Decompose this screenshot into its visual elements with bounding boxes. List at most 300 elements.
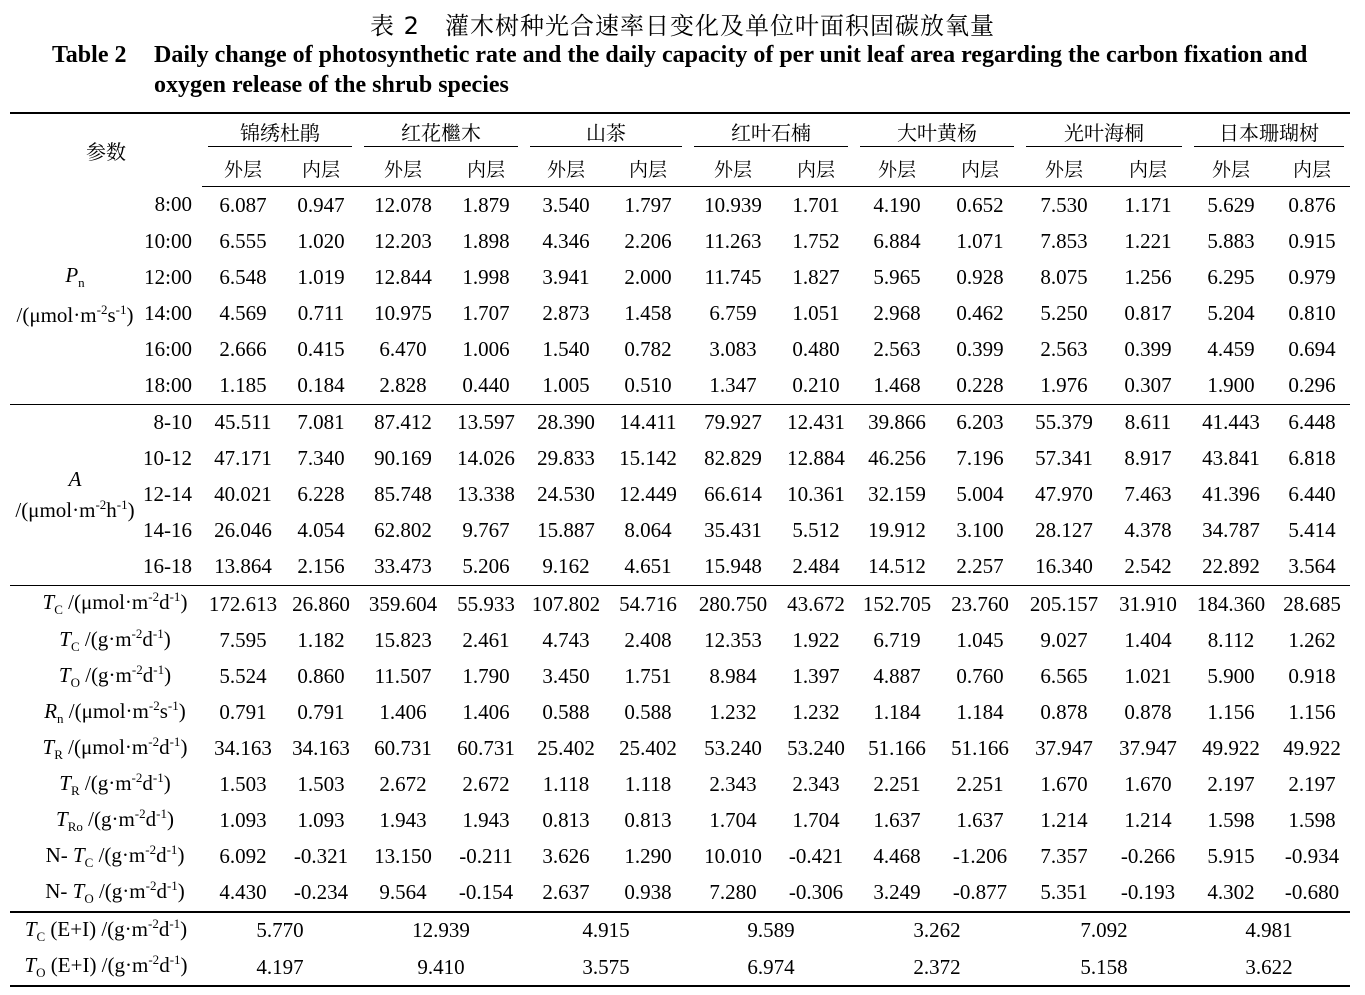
- unit-text: /(μmol·m: [63, 698, 149, 723]
- table-cell: 5.414: [1288, 518, 1336, 543]
- table-label: Table 2: [52, 42, 127, 68]
- unit-sup: -1: [169, 589, 181, 605]
- table-cell: 1.670: [1040, 772, 1088, 797]
- prefix-text: N-: [45, 879, 73, 904]
- param-symbol: T: [42, 734, 55, 759]
- table-cell: 5.900: [1207, 663, 1255, 688]
- inner-layer-header: 内层: [940, 150, 1020, 187]
- unit-text: /(g·m: [93, 879, 146, 904]
- table-cell: 6.818: [1288, 446, 1336, 471]
- combined-cell: 5.770: [202, 912, 358, 949]
- table-row: [10, 875, 1350, 912]
- table-cell: 280.750: [688, 586, 778, 623]
- table-cell: 1.118: [542, 772, 590, 797]
- table-cell: 1.171: [1124, 192, 1172, 217]
- table-cell: 8.611: [1108, 404, 1188, 441]
- table-cell: 1.214: [1124, 808, 1172, 833]
- total-row-label: [10, 875, 202, 912]
- unit-text: ): [180, 734, 188, 759]
- table-cell: 0.810: [1288, 300, 1336, 325]
- table-cell: 2.000: [624, 264, 672, 289]
- unit-text: ): [163, 626, 171, 651]
- param-symbol: T: [56, 807, 68, 832]
- param-symbol: T: [42, 590, 55, 615]
- unit-text: s: [159, 698, 168, 723]
- table-cell: 13.338: [457, 482, 515, 507]
- table-cell: 10.939: [704, 192, 762, 217]
- table-cell: -0.211: [459, 844, 513, 869]
- table-cell: 4.346: [542, 228, 590, 253]
- table-cell: 12.078: [374, 192, 432, 217]
- table-cell: 15.887: [537, 518, 595, 543]
- unit-text: /(μmol·m: [62, 734, 149, 759]
- table-cell: 14.026: [457, 446, 515, 471]
- combined-cell: 12.939: [358, 912, 524, 949]
- table-cell: 37.947: [1035, 735, 1093, 760]
- inner-layer-header: 内层: [448, 150, 524, 187]
- table-cell: 43.841: [1202, 446, 1260, 471]
- combined-cell: 9.589: [688, 912, 854, 949]
- table-cell: 87.412: [358, 404, 448, 441]
- table-row: [10, 513, 1350, 549]
- species-header: 山茶: [530, 117, 682, 147]
- param-header: 参数: [10, 113, 202, 187]
- table-cell: 4.430: [219, 880, 267, 905]
- table-cell: 1.797: [624, 192, 672, 217]
- param-subscript: O: [70, 674, 80, 690]
- table-row: [10, 367, 1350, 404]
- outer-layer-header: 外层: [358, 150, 448, 187]
- table-cell: 0.480: [792, 336, 840, 361]
- table-cell: 55.933: [448, 586, 524, 623]
- time-label: 8-10: [140, 404, 202, 441]
- table-cell: 60.731: [374, 735, 432, 760]
- param-subscript: O: [36, 965, 46, 981]
- table-row: [10, 404, 1350, 441]
- table-cell: 6.448: [1274, 404, 1350, 441]
- table-cell: 66.614: [704, 482, 762, 507]
- table-cell: 11.745: [704, 264, 762, 289]
- prefix-text: N-: [45, 843, 73, 868]
- param-subscript: R: [70, 783, 80, 799]
- table-cell: 54.716: [608, 586, 688, 623]
- table-cell: 8.984: [709, 663, 757, 688]
- unit-text: ): [163, 770, 171, 795]
- unit-text: d: [159, 590, 170, 615]
- unit-text: ): [126, 302, 134, 327]
- unit-sup: -2: [131, 625, 143, 641]
- table-cell: 28.127: [1035, 518, 1093, 543]
- outer-layer-header: 外层: [854, 150, 940, 187]
- table-row: [10, 259, 1350, 295]
- table-row: [10, 295, 1350, 331]
- table-cell: 90.169: [374, 446, 432, 471]
- table-cell: 7.357: [1040, 844, 1088, 869]
- table-cell: 1.290: [624, 844, 672, 869]
- combined-cell: 3.575: [524, 949, 688, 986]
- unit-sup: -1: [169, 952, 181, 968]
- table-cell: -0.154: [458, 880, 514, 905]
- table-cell: 0.184: [297, 373, 345, 398]
- table-cell: 1.704: [709, 808, 757, 833]
- table-cell: 4.190: [873, 192, 921, 217]
- table-row: [10, 622, 1350, 658]
- unit-text: d: [142, 770, 153, 795]
- table-cell: 2.408: [624, 627, 672, 652]
- table-cell: 1.006: [462, 336, 510, 361]
- table-cell: 0.415: [297, 336, 345, 361]
- table-cell: 47.970: [1035, 482, 1093, 507]
- table-cell: 9.767: [462, 518, 510, 543]
- table-cell: -0.193: [1120, 880, 1176, 905]
- a-group-label: [10, 404, 140, 585]
- table-cell: 1.540: [542, 336, 590, 361]
- outer-layer-header: 外层: [688, 150, 778, 187]
- unit-text: ): [127, 498, 135, 523]
- table-cell: 9.027: [1040, 627, 1088, 652]
- table-cell: 24.530: [537, 482, 595, 507]
- unit-sup: -1: [115, 301, 127, 317]
- param-symbol: T: [72, 879, 85, 904]
- inner-layer-header: 内层: [778, 150, 854, 187]
- table-cell: 1.256: [1124, 264, 1172, 289]
- table-cell: 1.898: [462, 228, 510, 253]
- table-cell: 6.565: [1040, 663, 1088, 688]
- table-cell: 16.340: [1035, 554, 1093, 579]
- unit-sup: -2: [148, 589, 160, 605]
- table-cell: 15.823: [374, 627, 432, 652]
- param-subscript: Ro: [67, 819, 83, 835]
- table-cell: 1.943: [462, 808, 510, 833]
- unit-sup: -1: [167, 697, 179, 713]
- table-cell: 62.802: [374, 518, 432, 543]
- combined-row-label: [10, 912, 202, 949]
- unit-sup: -1: [169, 916, 181, 932]
- table-cell: 8.075: [1040, 264, 1088, 289]
- table-cell: 2.484: [792, 554, 840, 579]
- unit-text: /(μmol·m: [62, 590, 149, 615]
- table-cell: 1.670: [1124, 772, 1172, 797]
- time-label: 14:00: [144, 300, 192, 325]
- table-cell: 35.431: [704, 518, 762, 543]
- unit-sup: -2: [148, 952, 160, 968]
- table-cell: 6.548: [219, 264, 267, 289]
- table-cell: 10.361: [787, 482, 845, 507]
- table-cell: 47.171: [214, 446, 272, 471]
- table-cell: 49.922: [1202, 735, 1260, 760]
- table-cell: 1.019: [297, 264, 345, 289]
- table-caption: Daily change of photosynthetic rate and the daily capacity of per unit leaf area regarding the carbon fixation and oxygen release of the shrub species: [154, 42, 1308, 98]
- table-cell: 3.083: [709, 336, 757, 361]
- table-cell: 22.892: [1202, 554, 1260, 579]
- table-row: [10, 331, 1350, 367]
- table-cell: 7.595: [219, 627, 267, 652]
- table-cell: -0.934: [1284, 844, 1340, 869]
- table-cell: 11.263: [704, 228, 762, 253]
- table-cell: 29.833: [537, 446, 595, 471]
- unit-text: /(g·m: [82, 807, 135, 832]
- table-cell: 2.563: [1040, 336, 1088, 361]
- table-row: [10, 223, 1350, 259]
- table-cell: 2.197: [1207, 772, 1255, 797]
- table-cell: 6.087: [219, 192, 267, 217]
- table-cell: 39.866: [854, 404, 940, 441]
- table-cell: 1.182: [297, 627, 345, 652]
- table-cell: 2.343: [792, 772, 840, 797]
- table-row: [10, 549, 1350, 586]
- table-cell: 3.564: [1288, 554, 1336, 579]
- table-row: [10, 441, 1350, 477]
- table-cell: -0.680: [1284, 880, 1340, 905]
- table-cell: 6.470: [379, 336, 427, 361]
- table-cell: 2.257: [956, 554, 1004, 579]
- unit-text: /(g·m: [93, 843, 146, 868]
- table-cell: 40.021: [214, 482, 272, 507]
- table-cell: 5.883: [1207, 228, 1255, 253]
- table-cell: 0.440: [462, 373, 510, 398]
- table-cell: 1.184: [956, 699, 1004, 724]
- unit-text: d: [159, 953, 170, 978]
- unit-sup: -1: [166, 878, 178, 894]
- table-cell: 0.760: [956, 663, 1004, 688]
- unit-text: d: [145, 807, 157, 832]
- table-cell: 4.459: [1207, 336, 1255, 361]
- table-cell: 11.507: [374, 663, 432, 688]
- table-cell: 6.295: [1207, 264, 1255, 289]
- param-symbol: T: [59, 770, 71, 795]
- table-cell: 3.626: [542, 844, 590, 869]
- species-header: 红叶石楠: [694, 117, 848, 147]
- table-cell: 79.927: [688, 404, 778, 441]
- total-row-label: [10, 803, 202, 839]
- unit-text: /(μmol·m: [16, 302, 97, 327]
- species-header: 日本珊瑚树: [1194, 117, 1344, 147]
- param-symbol: T: [59, 626, 71, 651]
- table-row: [10, 694, 1350, 730]
- table-cell: -1.206: [952, 844, 1008, 869]
- species-header: 光叶海桐: [1026, 117, 1182, 147]
- combined-cell: 9.410: [358, 949, 524, 986]
- table-cell: 1.998: [462, 264, 510, 289]
- table-cell: 5.206: [462, 554, 510, 579]
- time-label: 18:00: [144, 373, 192, 398]
- table-cell: -0.234: [293, 880, 349, 905]
- table-row: [10, 912, 1350, 949]
- table-cell: 2.251: [873, 772, 921, 797]
- table-cell: 14.512: [868, 554, 926, 579]
- time-label: 10-12: [143, 446, 192, 471]
- table-cell: 5.204: [1207, 300, 1255, 325]
- table-row: [10, 949, 1350, 986]
- param-symbol: T: [72, 843, 85, 868]
- table-cell: 1.005: [542, 373, 590, 398]
- unit-sup: -2: [131, 661, 143, 677]
- table-cell: 1.404: [1124, 627, 1172, 652]
- unit-text: (E+I) /(g·m: [45, 953, 149, 978]
- table-cell: 5.629: [1207, 192, 1255, 217]
- table-cell: 1.214: [1040, 808, 1088, 833]
- table-cell: 6.228: [297, 482, 345, 507]
- table-cell: 3.450: [542, 663, 590, 688]
- table-cell: 9.564: [379, 880, 427, 905]
- table-cell: -0.306: [788, 880, 844, 905]
- table-row: [10, 187, 1350, 224]
- unit-text: /(g·m: [79, 662, 132, 687]
- combined-cell: 7.092: [1020, 912, 1188, 949]
- table-cell: 41.396: [1202, 482, 1260, 507]
- unit-sup: -1: [169, 733, 181, 749]
- table-cell: 82.829: [704, 446, 762, 471]
- table-cell: 12.431: [778, 404, 854, 441]
- table-cell: 8.917: [1124, 446, 1172, 471]
- table-cell: 107.802: [524, 586, 608, 623]
- outer-layer-header: 外层: [202, 150, 284, 187]
- table-cell: 1.598: [1288, 808, 1336, 833]
- table-cell: 10.010: [704, 844, 762, 869]
- table-cell: 6.719: [873, 627, 921, 652]
- table-cell: -0.421: [788, 844, 844, 869]
- table-cell: 12.844: [374, 264, 432, 289]
- unit-text: ): [180, 953, 188, 978]
- combined-cell: 4.197: [202, 949, 358, 986]
- inner-layer-header: 内层: [284, 150, 358, 187]
- unit-text: ): [180, 917, 188, 942]
- table-cell: 0.694: [1288, 336, 1336, 361]
- table-cell: 9.162: [542, 554, 590, 579]
- table-cell: 0.462: [956, 300, 1004, 325]
- unit-text: ): [180, 590, 188, 615]
- param-subscript: O: [84, 891, 94, 907]
- table-cell: 1.701: [792, 192, 840, 217]
- unit-text: ): [166, 807, 174, 832]
- table-cell: 14.411: [608, 404, 688, 441]
- species-header: 大叶黄杨: [860, 117, 1014, 147]
- table-cell: 15.948: [704, 554, 762, 579]
- table-cell: 12.449: [619, 482, 677, 507]
- table-cell: 55.379: [1020, 404, 1108, 441]
- total-row-label: [10, 586, 202, 623]
- inner-layer-header: 内层: [608, 150, 688, 187]
- table-cell: 5.524: [219, 663, 267, 688]
- table-cell: 0.210: [792, 373, 840, 398]
- table-cell: 0.399: [956, 336, 1004, 361]
- table-cell: 23.760: [940, 586, 1020, 623]
- unit-text: ): [177, 879, 185, 904]
- total-row-label: [10, 839, 202, 875]
- table-cell: 2.672: [462, 772, 510, 797]
- table-cell: 41.443: [1188, 404, 1274, 441]
- table-cell: 1.232: [792, 699, 840, 724]
- table-cell: 1.045: [956, 627, 1004, 652]
- unit-sup: -2: [148, 697, 160, 713]
- table-cell: 1.790: [462, 663, 510, 688]
- table-cell: 1.156: [1207, 699, 1255, 724]
- table-cell: 1.598: [1207, 808, 1255, 833]
- table-cell: 8.064: [624, 518, 672, 543]
- combined-cell: 2.372: [854, 949, 1020, 986]
- table-cell: 0.711: [297, 300, 345, 325]
- table-cell: 4.743: [542, 627, 590, 652]
- table-cell: 26.860: [284, 586, 358, 623]
- table-cell: 7.280: [709, 880, 757, 905]
- table-cell: 152.705: [854, 586, 940, 623]
- table-cell: 60.731: [457, 735, 515, 760]
- table-cell: 32.159: [868, 482, 926, 507]
- param-symbol: T: [58, 662, 71, 687]
- table-cell: 1.184: [873, 699, 921, 724]
- table-cell: 0.813: [542, 808, 590, 833]
- table-cell: 34.163: [292, 735, 350, 760]
- header-row-layer: [10, 150, 1350, 187]
- combined-cell: 4.915: [524, 912, 688, 949]
- table-cell: 1.922: [792, 627, 840, 652]
- table-cell: 57.341: [1035, 446, 1093, 471]
- table-cell: 1.827: [792, 264, 840, 289]
- table-cell: 46.256: [868, 446, 926, 471]
- table-cell: 19.912: [868, 518, 926, 543]
- table-row: [10, 658, 1350, 694]
- table-cell: 1.704: [792, 808, 840, 833]
- param-subscript: n: [57, 710, 64, 726]
- unit-text: /(g·m: [79, 770, 132, 795]
- table-cell: 1.021: [1124, 663, 1172, 688]
- table-cell: 0.228: [956, 373, 1004, 398]
- table-cell: 1.900: [1207, 373, 1255, 398]
- table-cell: 0.938: [624, 880, 672, 905]
- pn-group-label: [10, 187, 140, 405]
- unit-sup: -2: [145, 878, 157, 894]
- unit-sup: -2: [145, 842, 157, 858]
- table-cell: 4.569: [219, 300, 267, 325]
- table-cell: 1.943: [379, 808, 427, 833]
- header-row-species: [10, 113, 1350, 150]
- table-cell: 13.864: [214, 554, 272, 579]
- table-cell: 13.150: [374, 844, 432, 869]
- total-row-label: [10, 730, 202, 766]
- table-cell: 28.390: [524, 404, 608, 441]
- param-symbol: P: [65, 263, 79, 288]
- param-subscript: C: [54, 602, 63, 618]
- table-row: [10, 803, 1350, 839]
- table-cell: 1.637: [873, 808, 921, 833]
- unit-sup: -2: [148, 733, 160, 749]
- table-cell: 7.853: [1040, 228, 1088, 253]
- table-cell: 51.166: [951, 735, 1009, 760]
- table-cell: 1.406: [462, 699, 510, 724]
- table-cell: 1.156: [1288, 699, 1336, 724]
- unit-text: ): [164, 662, 172, 687]
- time-label: 16-18: [143, 554, 192, 579]
- table-cell: 6.884: [873, 228, 921, 253]
- table-cell: 13.597: [448, 404, 524, 441]
- table-cell: 2.666: [219, 336, 267, 361]
- unit-sup: -2: [147, 916, 159, 932]
- table-cell: 3.249: [873, 880, 921, 905]
- table-cell: 2.672: [379, 772, 427, 797]
- table-cell: 0.399: [1124, 336, 1172, 361]
- table-cell: 0.652: [956, 192, 1004, 217]
- param-symbol: R: [44, 698, 58, 723]
- table-cell: 1.347: [709, 373, 757, 398]
- table-cell: 0.813: [624, 808, 672, 833]
- table-cell: 1.707: [462, 300, 510, 325]
- table-cell: 205.157: [1020, 586, 1108, 623]
- table-cell: 6.203: [940, 404, 1020, 441]
- table-cell: 7.196: [956, 446, 1004, 471]
- table-row: [10, 767, 1350, 803]
- total-row-label: [10, 767, 202, 803]
- param-symbol: A: [68, 467, 82, 492]
